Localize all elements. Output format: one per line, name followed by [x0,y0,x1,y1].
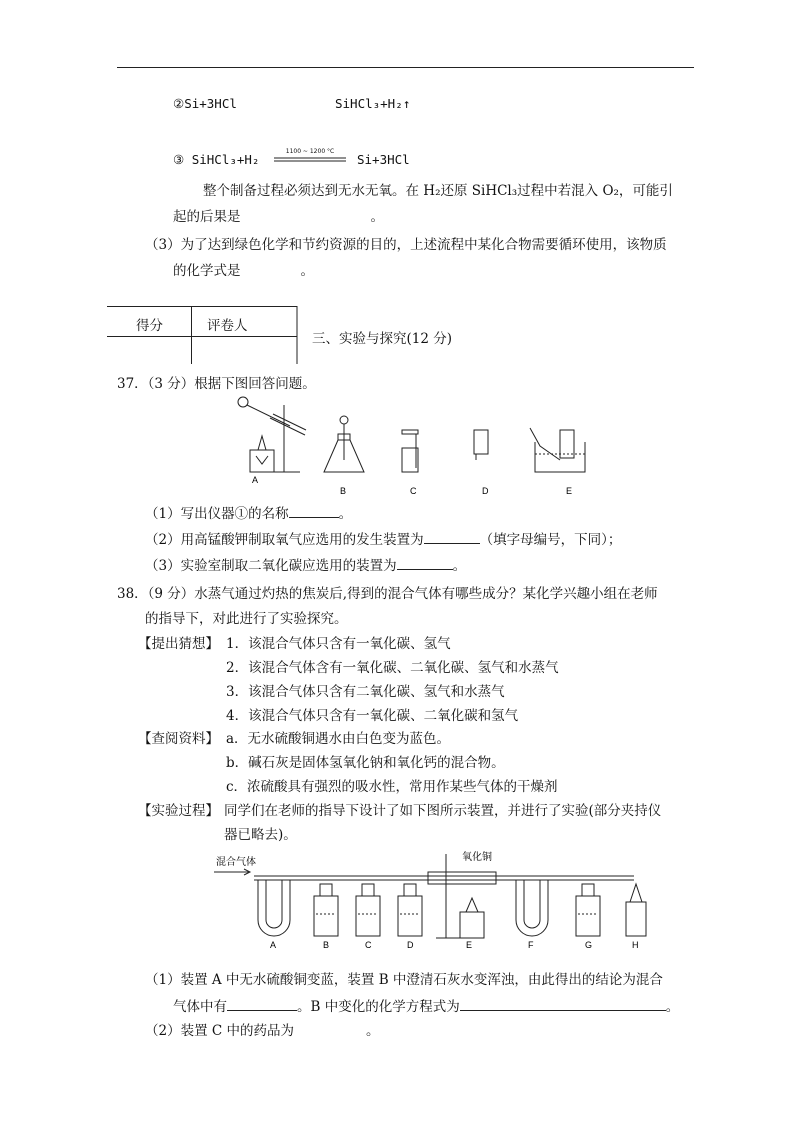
process-tag: 【实验过程】 [138,803,219,819]
apparatus-label-d: D [482,486,489,496]
q38-part2: （2）装置 C 中的药品为 。 [145,1023,380,1039]
apparatus-label-b: B [340,486,347,496]
q36-part3-line2: 的化学式是 。 [173,263,314,279]
equation-3-arrow [274,157,346,163]
q38-stem-line2: 的指导下，对此进行了实验探究。 [145,611,348,627]
section-title: 三、实验与探究(12 分) [312,331,453,347]
q37-apparatus-figure [230,390,600,500]
q37-part1: （1）写出仪器①的名称 。 [145,506,353,522]
diagram-label-a: A [270,940,277,950]
diagram-label-c: C [365,940,372,950]
info-c: c．浓硫酸具有强烈的吸水性，常用作某些气体的干燥剂 [226,779,558,795]
copper-oxide-label: 氧化铜 [462,852,492,863]
guess-1: 1．该混合气体只含有一氧化碳、氢气 [226,636,451,652]
equation-3-right: Si+3HCl [357,152,410,167]
mixed-gas-label: 混合气体 [216,857,256,868]
q37-part2: （2）用高锰酸钾制取氧气应选用的发生装置为 （填字母编号，下同）； [145,532,622,548]
q38-stem-line1: 38．（9 分）水蒸气通过灼热的焦炭后,得到的混合气体有哪些成分？某化学兴趣小组在老师 [117,586,658,602]
equation-2-right: SiHCl₃+H₂↑ [335,96,411,111]
diagram-label-g: G [585,940,593,950]
guess-tag: 【提出猜想】 [138,636,219,652]
equation-3-condition: 1100 ~ 1200 °C [285,148,335,155]
apparatus-label-a: A [252,475,259,485]
header-rule [117,67,694,68]
note-line-2: 起的后果是 。 [173,209,384,225]
diagram-label-f: F [528,940,534,950]
diagram-label-b: B [323,940,330,950]
apparatus-label-c: C [410,486,417,496]
q37-stem: 37．（3 分）根据下图回答问题。 [117,376,316,392]
guess-3: 3．该混合气体只含有二氧化碳、氢气和水蒸气 [226,684,505,700]
equation-2-left: ②Si+3HCl [173,96,237,111]
note-line-1: 整个制备过程必须达到无水无氧。在 H₂还原 SiHCl₃过程中若混入 O₂，可能引 [203,183,673,199]
process-line1: 同学们在老师的指导下设计了如下图所示装置，并进行了实验(部分夹持仪 [224,803,662,819]
equation-3-left: ③ SiHCl₃+H₂ [173,152,260,167]
info-b: b．碱石灰是固体氢氧化钠和氧化钙的混合物。 [226,755,505,771]
score-column-label: 得分 [136,318,163,334]
diagram-label-e: E [466,940,473,950]
guess-4: 4．该混合气体只含有一氧化碳、二氧化碳和氢气 [226,708,519,724]
q38-apparatus-figure [214,852,654,952]
process-line2: 器已略去)。 [224,827,297,843]
q36-part3-line1: （3）为了达到绿色化学和节约资源的目的，上述流程中某化合物需要循环使用，该物质 [145,237,667,253]
diagram-label-h: H [632,940,639,950]
guess-2: 2．该混合气体含有一氧化碳、二氧化碳、氢气和水蒸气 [226,660,559,676]
info-a: a．无水硫酸铜遇水由白色变为蓝色。 [226,731,451,747]
diagram-label-d: D [407,940,414,950]
apparatus-label-e: E [566,486,573,496]
grader-column-label: 评卷人 [207,318,248,334]
q37-part3: （3）实验室制取二氧化碳应选用的装置为 。 [145,558,467,574]
q38-part1-line1: （1）装置 A 中无水硫酸铜变蓝，装置 B 中澄清石灰水变浑浊，由此得出的结论为混合 [145,972,663,988]
q38-part1-line2: 气体中有 。B 中变化的化学方程式为 。 [173,999,680,1015]
info-tag: 【查阅资料】 [138,731,219,747]
